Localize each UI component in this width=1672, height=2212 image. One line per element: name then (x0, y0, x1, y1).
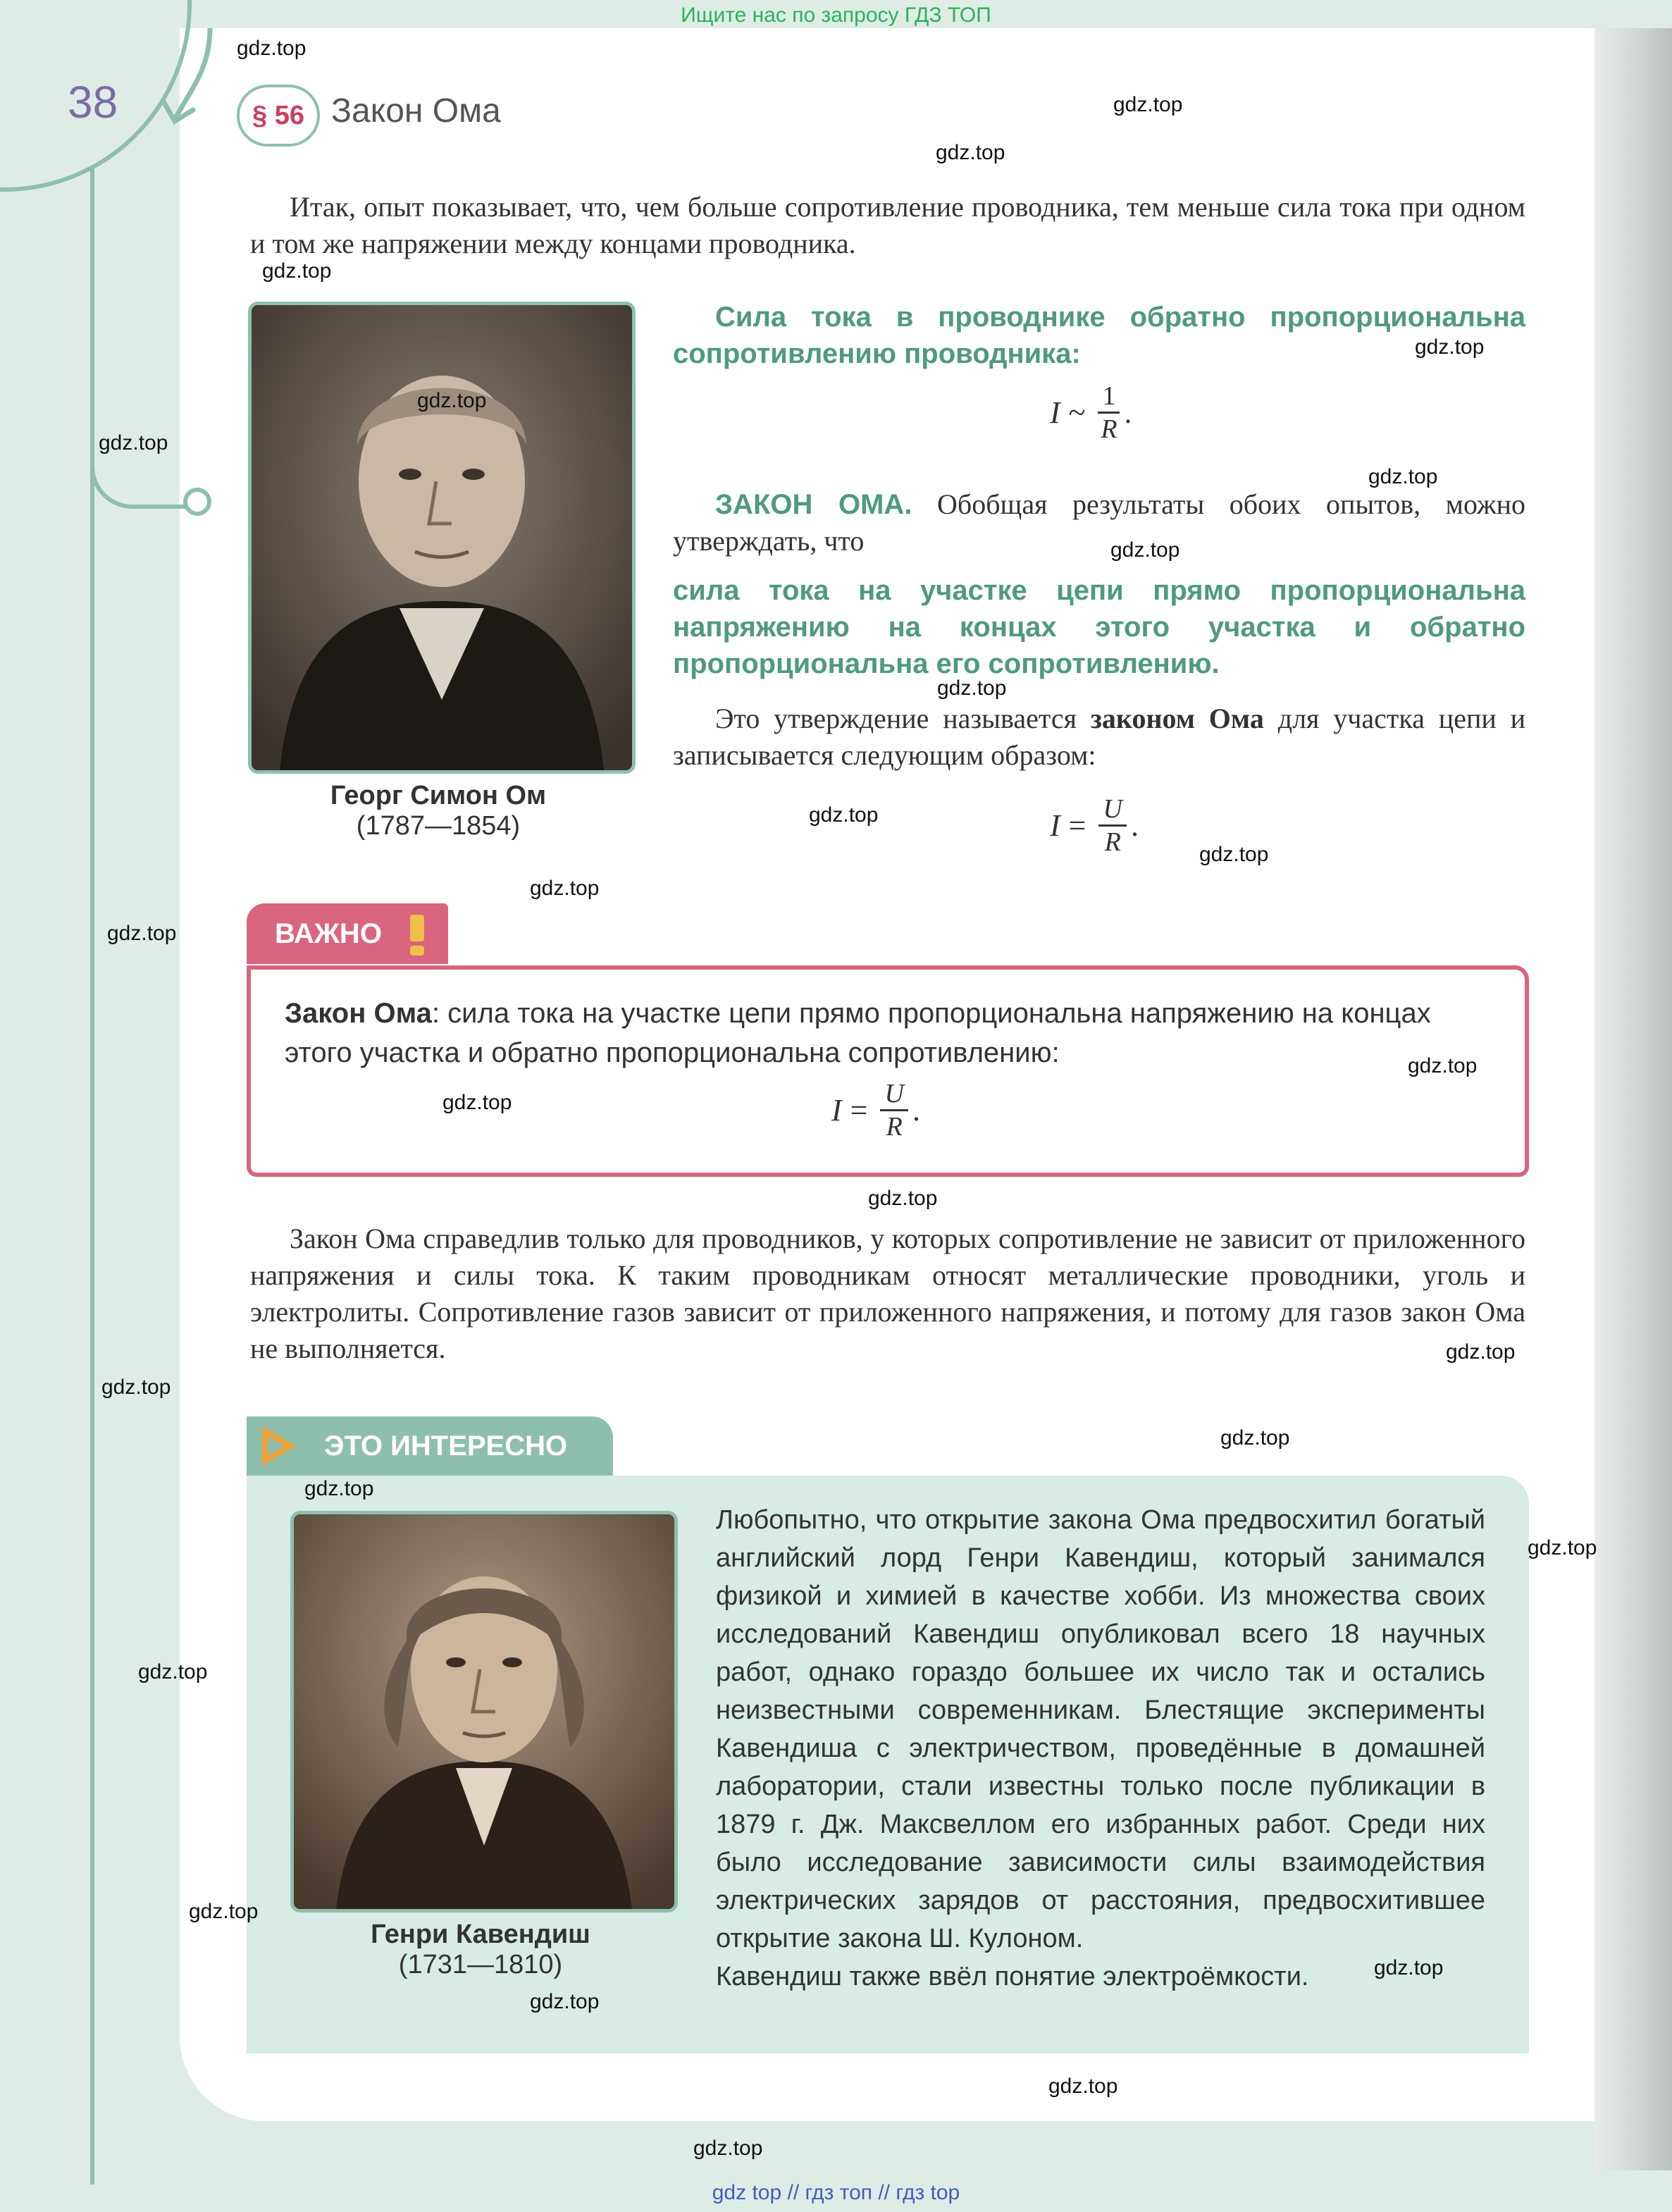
watermark: gdz.top (1368, 465, 1438, 488)
watermark: gdz.top (809, 803, 879, 827)
important-lead: Закон Ома (285, 998, 432, 1029)
named-sentence (673, 700, 1525, 774)
watermark: gdz.top (1113, 93, 1183, 116)
portrait-ohm-image (252, 305, 632, 770)
formula-inverse-lhs: I (1050, 395, 1060, 430)
formula-important: I = $\frac{U}{R}$ . (831, 1079, 920, 1142)
watermark: gdz.top (1220, 1426, 1290, 1450)
formula-important-denominator: R (886, 1112, 903, 1142)
formula-important-numerator: U (880, 1078, 908, 1111)
watermark: gdz.top (189, 1900, 259, 1923)
important-body: : сила тока на участке цепи прямо пропорциональна напряжению на концах этого участка и обратно пропорциональна сопротивлению: (285, 998, 1431, 1068)
validity-paragraph: Закон Ома справедлив только для проводников, у которых сопротивление не зависит от приложенного напряжения и силы тока. К таким проводникам относят металлические проводники, уголь и электролиты. Сопротивление газов зависит от приложенного напряжения, и потому для газов закон Ома не выполняется. (250, 1223, 1525, 1364)
formula-ohm-op: = (1068, 808, 1086, 843)
watermark: gdz.top (138, 1660, 208, 1683)
watermark: gdz.top (101, 1376, 171, 1399)
formula-ohm-denominator: R (1104, 827, 1121, 857)
interesting-paragraph: Любопытно, что открытие закона Ома предвосхитил богатый английский лорд Генри Кавендиш, который занимался физикой и химией в качестве хобби. Из множества своих исследований Кавендиш опубликовал всего 18 научных работ, однако гораздо большее их число так и остались неизвестными современникам. Блестящие эксперименты Кавендиша с электричеством, проведённые в домашней лаборатории, стали известны только после публикации в 1879 г. Дж. Максвеллом его избранных работ. Среди них было исследование зависимости силы взаимодействия электрических зарядов от расстояния, предвосхитившее открытие закона Ш. Кулоном. (716, 1505, 1485, 1953)
formula-inverse-fraction (1098, 381, 1120, 445)
formula-ohm-fraction (1098, 793, 1126, 858)
watermark: gdz.top (237, 37, 306, 60)
bottom-banner[interactable]: gdz top // гдз топ // гдз top (712, 2181, 960, 2204)
watermark: gdz.top (107, 922, 177, 945)
watermark: gdz.top (693, 2137, 763, 2160)
section-title: Закон Ома (331, 92, 501, 130)
page-number: 38 (68, 77, 118, 128)
caption-ohm-years: (1787—1854) (356, 811, 521, 841)
formula-ohm-numerator: U (1098, 793, 1126, 827)
caption-cavendish-name: Генри Кавендиш (371, 1920, 590, 1949)
watermark: gdz.top (1408, 1054, 1478, 1077)
ohm-statement: сила тока на участке цепи прямо пропорциональна напряжению на концах этого участка и обратно пропорциональна его сопротивлению. (673, 575, 1525, 679)
formula-inverse-numerator: 1 (1098, 381, 1120, 414)
watermark: gdz.top (304, 1477, 374, 1500)
watermark: gdz.top (530, 1990, 600, 2013)
portrait-cavendish-image (294, 1514, 674, 1909)
interesting-tab: ЭТО ИНТЕРЕСНО (247, 1416, 613, 1476)
top-banner[interactable]: Ищите нас по запросу ГДЗ ТОП (681, 4, 991, 27)
watermark: gdz.top (530, 877, 600, 900)
formula-ohm: I = $\frac{U}{R}$ . (1050, 794, 1139, 857)
watermark: gdz.top (868, 1187, 938, 1210)
watermark: gdz.top (936, 141, 1005, 164)
page-edge (1594, 28, 1672, 2170)
watermark: gdz.top (1110, 538, 1180, 562)
section-badge: § 56 (237, 85, 320, 147)
ohm-lead: Обобщая результаты обоих опытов, можно утверждать, что (673, 488, 1526, 557)
interesting-text (716, 1501, 1485, 1996)
watermark: gdz.top (417, 389, 487, 412)
watermark: gdz.top (937, 676, 1007, 700)
ohm-heading: ЗАКОН ОМА. (715, 489, 912, 520)
interesting-last-line: Кавендиш также ввёл понятие электроёмкости. (716, 1962, 1309, 1991)
caption-ohm (248, 781, 628, 841)
caption-cavendish (290, 1920, 671, 1980)
formula-inverse-denominator: R (1101, 414, 1117, 444)
watermark: gdz.top (262, 259, 332, 283)
formula-inverse: I ~ $\frac{1}{R}$ . (1050, 381, 1132, 444)
exclamation-icon (403, 912, 431, 957)
watermark: gdz.top (99, 431, 168, 455)
watermark: gdz.top (442, 1091, 512, 1114)
play-icon (251, 1419, 304, 1473)
watermark: gdz.top (1199, 843, 1269, 866)
caption-cavendish-years: (1731—1810) (398, 1950, 563, 1979)
portrait-cavendish (290, 1511, 678, 1913)
formula-important-lhs: I (831, 1093, 842, 1127)
important-text (285, 994, 1504, 1073)
watermark: gdz.top (1446, 1340, 1516, 1364)
named-sentence-before: Это утверждение называется (715, 703, 1091, 734)
formula-ohm-lhs: I (1050, 808, 1060, 843)
spine-knob-decoration (183, 488, 211, 516)
formula-inverse-op: ~ (1068, 395, 1086, 430)
caption-ohm-name: Георг Симон Ом (330, 781, 547, 810)
important-tab: ВАЖНО (247, 903, 448, 964)
inverse-rule: Сила тока в проводнике обратно пропорциональна сопротивлению проводника: (673, 302, 1525, 369)
ohm-lead-paragraph (673, 486, 1525, 560)
formula-important-fraction (880, 1078, 908, 1142)
watermark: gdz.top (1374, 1956, 1444, 1979)
watermark: gdz.top (1048, 2075, 1118, 2098)
formula-important-op: = (850, 1093, 868, 1127)
portrait-ohm (248, 302, 636, 774)
named-sentence-after: для участка цепи и записывается следующим образом: (673, 703, 1525, 771)
watermark: gdz.top (1415, 335, 1485, 359)
named-sentence-bold: законом Ома (1090, 703, 1264, 734)
intro-paragraph: Итак, опыт показывает, что, чем больше сопротивление проводника, тем меньше сила тока при одном и том же напряжении между концами проводника. (250, 191, 1525, 259)
arrow-down-icon (161, 28, 224, 127)
watermark: gdz.top (1528, 1536, 1597, 1559)
